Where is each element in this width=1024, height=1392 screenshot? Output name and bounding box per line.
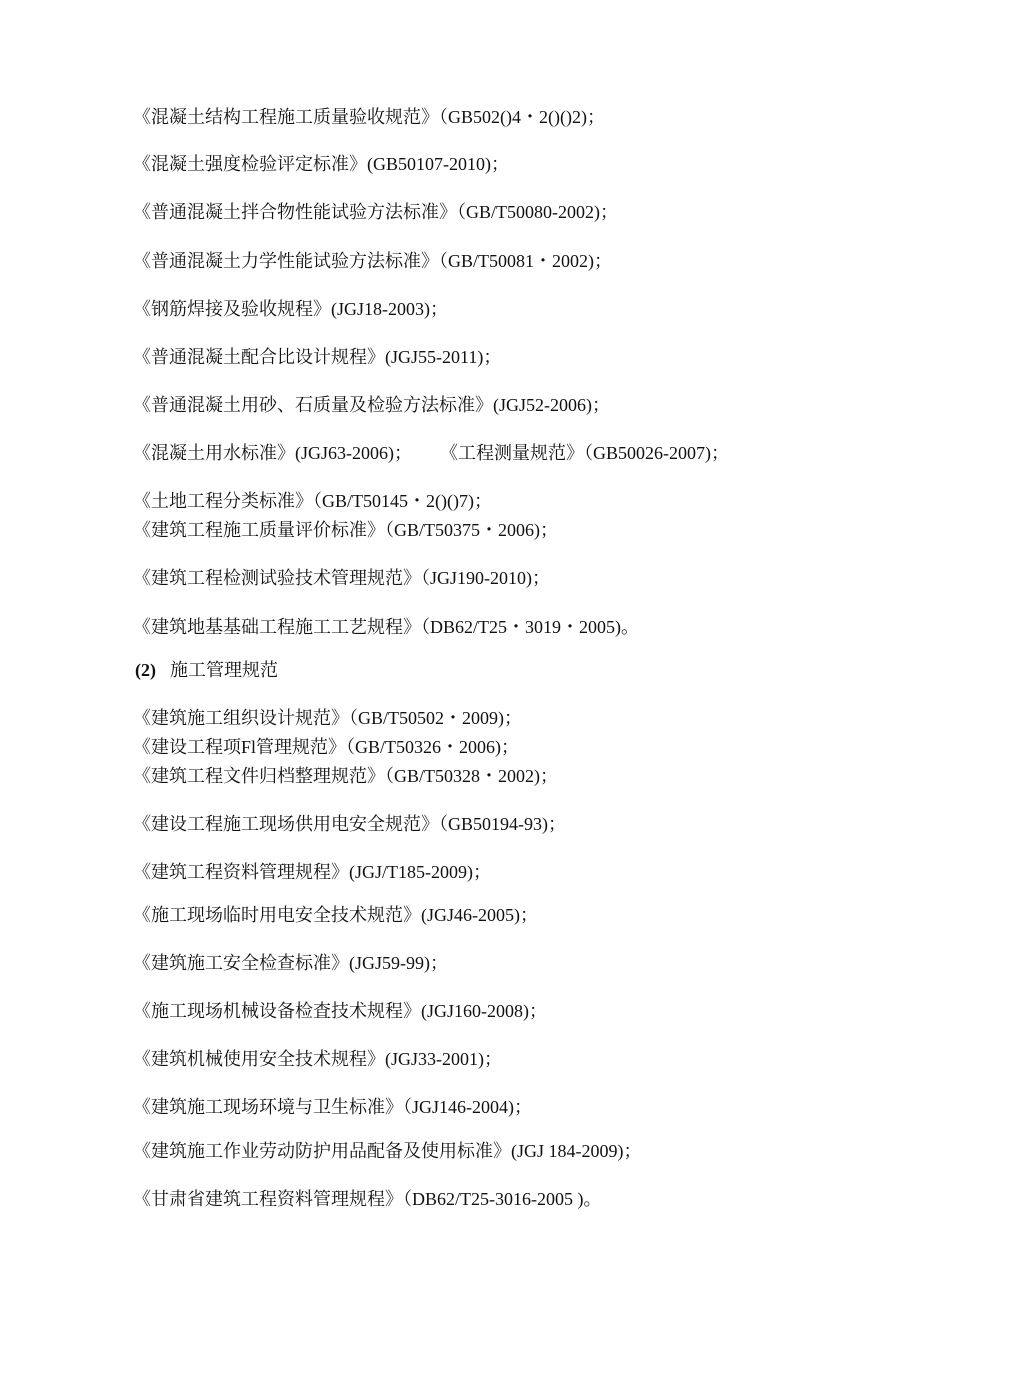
standard-entry-pair: [133, 442, 733, 464]
standard-entry: 《施工现场临时用电安全技术规范》(JGJ46-2005)；: [133, 905, 538, 925]
standard-entry: 《混凝土强度检验评定标准》(GB50107-2010)；: [133, 154, 509, 174]
standard-entry: 《普通混凝土力学性能试验方法标准》（GB/T50081・2002)；: [133, 251, 612, 271]
standard-entry: 《建筑工程检测试验技术管理规范》（JGJ190-2010)；: [133, 568, 550, 588]
standard-entry: 《建设工程施工现场供用电安全规范》（GB50194-93)；: [133, 814, 566, 834]
standard-entry: 《土地工程分类标准》（GB/T50145・2()()7)；: [133, 491, 492, 511]
standard-entry: 《建筑施工安全检查标准》(JGJ59-99)；: [133, 953, 448, 973]
standard-entry: 《施工现场机械设备检査技术规程》(JGJ160-2008)；: [133, 1001, 547, 1021]
standard-entry: 《普通混凝土配合比设计规程》(JGJ55-2011)；: [133, 347, 502, 367]
standard-entry: 《建筑机械使用安全技术规程》(JGJ33-2001)；: [133, 1049, 502, 1069]
standard-entry: 《普通混凝土拌合物性能试验方法标准》（GB/T50080-2002)；: [133, 202, 618, 222]
standard-entry: 《建筑施工现场环境与卫生标准》（JGJ146-2004)；: [133, 1097, 532, 1117]
standard-entry: 《混凝土结构工程施工质量验收规范》（GB502()4・2()()2)；: [133, 107, 605, 127]
standard-entry: 《建设工程项Fl管理规范》（GB/T50326・2006)；: [133, 737, 520, 757]
section-heading: [0, 659, 400, 681]
standard-entry: 《建筑工程施工质量评价标准》（GB/T50375・2006)；: [133, 520, 558, 540]
standard-entry: 《建筑工程文件归档整理规范》（GB/T50328・2002)；: [133, 766, 558, 786]
standard-entry: 《建筑施工作业劳动防护用品配备及使用标准》(JGJ 184-2009)；: [133, 1141, 642, 1161]
standard-entry: 《普通混凝土用砂、石质量及检验方法标准》(JGJ52-2006)；: [133, 395, 610, 415]
standard-entry: 《钢筋焊接及验收规程》(JGJ18-2003)；: [133, 299, 448, 319]
standard-entry: 《混凝土用水标准》(JGJ63-2006)；: [133, 443, 412, 463]
standard-entry: 《建筑工程资料管理规程》(JGJ/T185-2009)；: [133, 862, 491, 882]
section-title: 施工管理规范: [170, 660, 278, 680]
standard-entry: 《建筑地基基础工程施工工艺规程》（DB62/T25・3019・2005)。: [133, 617, 639, 637]
section-number: (2): [135, 660, 156, 680]
standard-entry: 《建筑施工组织设计规范》（GB/T50502・2009)；: [133, 708, 522, 728]
standard-entry: 《工程测量规范》（GB50026-2007)；: [440, 443, 729, 463]
standard-entry: 《甘肃省建筑工程资料管理规程》（DB62/T25-3016-2005 )。: [133, 1189, 602, 1209]
